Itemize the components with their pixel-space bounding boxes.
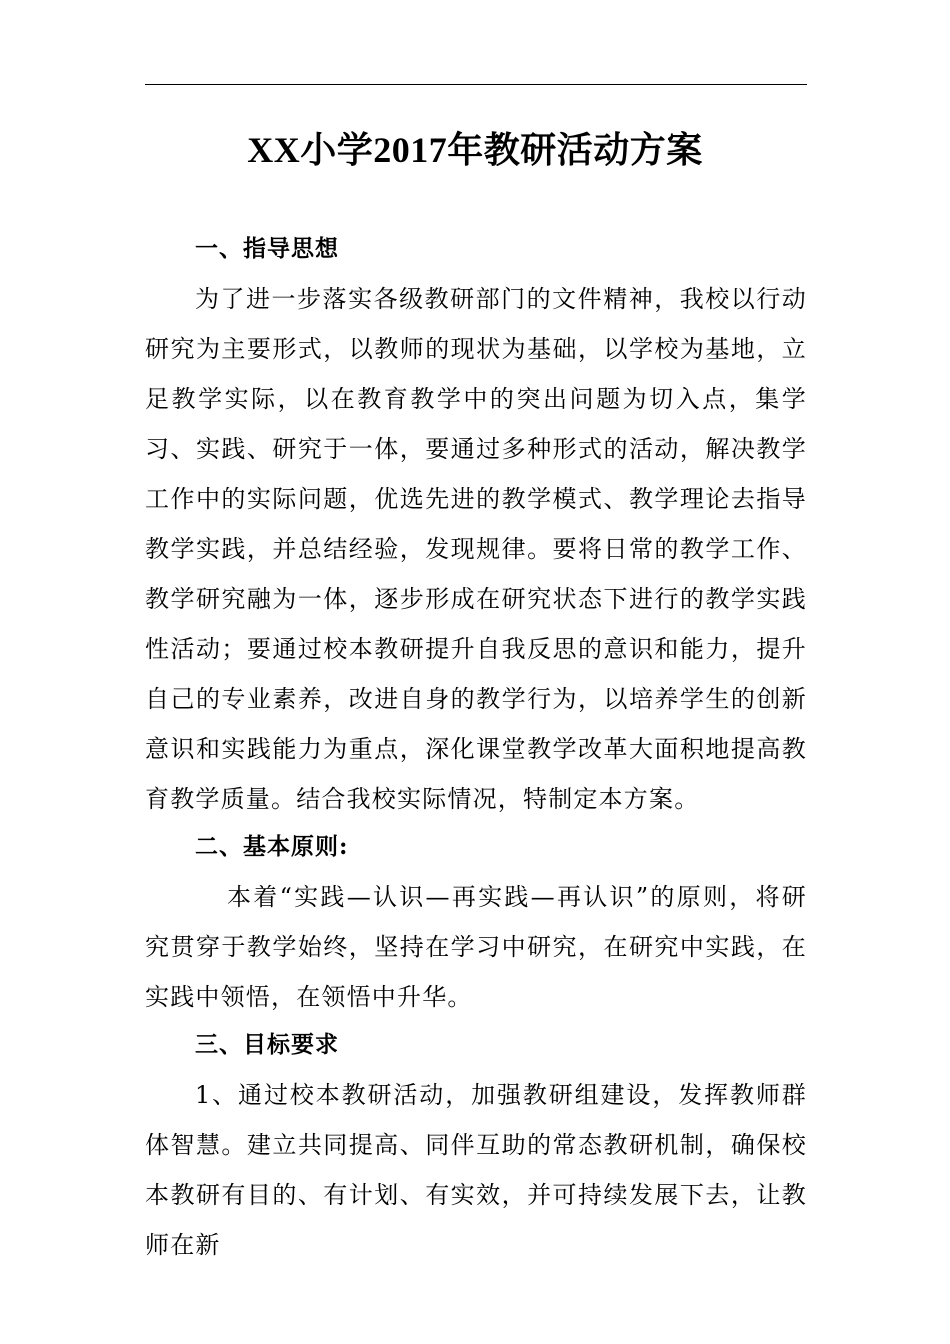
- section-guiding-ideology: [145, 224, 807, 824]
- section-basic-principles: [145, 822, 807, 1022]
- document-title: XX小学2017年教研活动方案: [247, 130, 703, 170]
- section-paragraph: 为了进一步落实各级教研部门的文件精神，我校以行动研究为主要形式，以教师的现状为基础，以学校为基地，立足教学实际，以在教育教学中的突出问题为切入点，集学习、实践、研究于一体，要通过多种形式的活动，解决教学工作中的实际问题，优选先进的教学模式、教学理论去指导教学实践，并总结经验，发现规律。要将日常的教学工作、教学研究融为一体，逐步形成在研究状态下进行的教学实践性活动；要通过校本教研提升自我反思的意识和能力，提升自己的专业素养，改进自身的教学行为，以培养学生的创新意识和实践能力为重点，深化课堂教学改革大面积地提高教育教学质量。结合我校实际情况，特制定本方案。: [145, 285, 807, 813]
- section-paragraph: 本着“实践—认识—再实践—再认识”的原则，将研究贯穿于教学始终，坚持在学习中研究，在研究中实践，在实践中领悟，在领悟中升华。: [145, 883, 807, 1011]
- header-rule: [145, 84, 807, 85]
- section-heading: 一、指导思想: [195, 235, 339, 262]
- section-paragraph: 1、通过校本教研活动，加强教研组建设，发挥教师群体智慧。建立共同提高、同伴互助的常态教研机制，确保校本教研有目的、有计划、有实效，并可持续发展下去，让教师在新: [145, 1081, 807, 1259]
- section-goals: [145, 1020, 807, 1270]
- section-heading: 三、目标要求: [195, 1031, 339, 1058]
- section-heading: 二、基本原则:: [195, 833, 349, 860]
